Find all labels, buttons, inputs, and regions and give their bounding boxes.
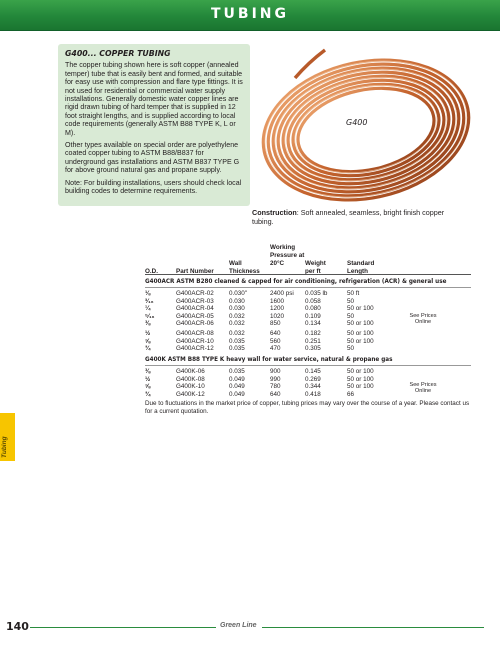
cell-od: ⁵⁄₁₆ [145,312,155,320]
group-divider [145,287,471,288]
table-row [145,330,475,337]
cell-wall: 0.032 [229,320,245,327]
cell-pressure: 1020 [270,312,285,320]
cell-weight: 0.058 [305,297,321,305]
cell-part-number: G400K-12 [176,390,205,398]
side-tab-label: Tubing [1,436,8,458]
cell-pressure: 560 [270,337,281,345]
cell-od: ⅝ [145,337,151,345]
cell-pressure: 2400 psi [270,290,294,297]
description-paragraph: The copper tubing shown here is soft copper (annealed temper) tube that is easily bent and formed, and suitable for easy use with compression and flare type fittings. It is not used for residential or commercial water supply installations. Generally domestic water copper lines are rigid drawn tubing of hard temper that is supplied in 12 foot straight lengths, and is supplied according to local code requirements (generally ASTM B88 TYPE K, L or M). [65,61,243,137]
page-title: TUBING [210,6,289,22]
cell-weight: 0.109 [305,312,321,320]
header-divider [145,274,471,275]
footer-rule-right [262,627,484,628]
cell-wall: 0.035 [229,345,245,352]
cell-part-number: G400K-08 [176,375,205,383]
cell-od: ³⁄₁₆ [145,297,154,305]
cell-pressure: 470 [270,345,281,352]
table-row [145,368,475,375]
col-header-part-number: Part Number [176,268,214,275]
cell-length: 50 [347,297,355,305]
cell-wall: 0.030 [229,297,245,305]
photo-label: G400 [346,118,368,127]
cell-wall: 0.035 [229,368,245,375]
page-number: 140 [6,620,29,633]
cell-length: 50 or 100 [347,375,374,383]
cell-weight: 0.145 [305,368,321,375]
description-paragraph: Other types available on special order are polyethylene coated copper tubing to ASTM B88/B837 for underground gas installations and ASTM B837 TYPE G for above ground natural gas and propane supply. [65,141,240,175]
construction-label: Construction [252,208,297,217]
cell-od: ⅜ [145,320,151,327]
cell-length: 50 or 100 [347,330,374,337]
header-banner [0,0,500,31]
table-row [145,290,475,297]
cell-pressure: 640 [270,330,281,337]
cell-od: ¾ [145,345,151,352]
price-footnote: Due to fluctuations in the market price of copper, tubing prices may vary over the course of a year. Please contact us for a current quotation. [145,400,470,415]
cell-part-number: G400K-06 [176,368,205,375]
see-prices-online-note: See Prices Online [409,382,437,395]
cell-wall: 0.032 [229,330,245,337]
cell-length: 50 or 100 [347,368,374,375]
cell-wall: 0.035 [229,337,245,345]
cell-weight: 0.134 [305,320,321,327]
col-header-od: O.D. [145,268,158,275]
cell-pressure: 850 [270,320,281,327]
cell-pressure: 1200 [270,305,285,312]
col-header-standard-length: Standard Length [347,260,375,276]
group-divider [145,365,471,366]
cell-weight: 0.251 [305,337,321,345]
table-row [145,305,475,312]
cell-length: 66 [347,390,355,398]
table-row [145,338,475,345]
cell-weight: 0.182 [305,330,321,337]
cell-wall: 0.030 [229,305,245,312]
cell-wall: 0.049 [229,390,245,398]
group-title-acr: G400ACR ASTM B280 cleaned & capped for air conditioning, refrigeration (ACR) & general use [145,278,447,285]
cell-pressure: 780 [270,383,281,390]
cell-wall: 0.049 [229,375,245,383]
cell-part-number: G400K-10 [176,383,205,390]
cell-length: 50 or 100 [347,305,374,312]
cell-weight: 0.269 [305,375,321,383]
cell-length: 50 or 100 [347,383,374,390]
cell-length: 50 [347,312,355,320]
cell-weight: 0.035 lb [305,290,328,297]
cell-od: ⅛ [145,290,151,297]
cell-od: ¾ [145,390,151,398]
cell-part-number: G400ACR-02 [176,290,214,297]
description-title: G400... COPPER TUBING [65,49,171,58]
cell-length: 50 [347,345,355,352]
col-header-working-pressure: Working Pressure at 20°C [270,244,305,268]
table-row [145,345,475,352]
cell-weight: 0.305 [305,345,321,352]
cell-od: ½ [145,375,151,383]
see-prices-online-note: See Prices Online [409,313,437,326]
footer-rule-left [30,627,216,628]
cell-wall: 0.049 [229,383,245,390]
construction-text [252,208,467,226]
cell-part-number: G400ACR-06 [176,320,214,327]
description-note: Note: For building installations, users should check local building codes to determine requirements. [65,178,242,196]
cell-part-number: G400ACR-04 [176,305,214,312]
cell-length: 50 ft [347,290,360,297]
footer-brand: Green Line [220,622,257,629]
cell-pressure: 640 [270,390,281,398]
construction-detail: : Soft annealed, seamless, bright finish copper tubing. [252,208,445,226]
cell-od: ¼ [145,305,151,312]
cell-pressure: 1600 [270,297,285,305]
cell-od: ½ [145,330,151,337]
cell-od: ⅝ [145,383,151,390]
cell-part-number: G400ACR-12 [176,345,214,352]
cell-part-number: G400ACR-03 [176,297,214,305]
cell-wall: 0.030" [229,290,247,297]
cell-part-number: G400ACR-05 [176,312,214,320]
cell-weight: 0.080 [305,305,321,312]
cell-part-number: G400ACR-08 [176,330,214,337]
cell-pressure: 990 [270,375,281,383]
cell-part-number: G400ACR-10 [176,337,214,345]
table-row [145,298,475,305]
col-header-weight: Weight per ft [305,260,326,276]
cell-weight: 0.418 [305,390,321,398]
col-header-wall-thickness: Wall Thickness [229,260,260,276]
cell-weight: 0.344 [305,383,321,390]
description-box [58,44,250,206]
cell-pressure: 900 [270,368,281,375]
cell-length: 50 or 100 [347,320,374,327]
cell-wall: 0.032 [229,312,245,320]
cell-length: 50 or 100 [347,337,374,345]
group-title-type-k: G400K ASTM B88 TYPE K heavy wall for water service, natural & propane gas [145,356,393,363]
copper-coil-image [255,48,477,208]
cell-od: ⅜ [145,368,151,375]
